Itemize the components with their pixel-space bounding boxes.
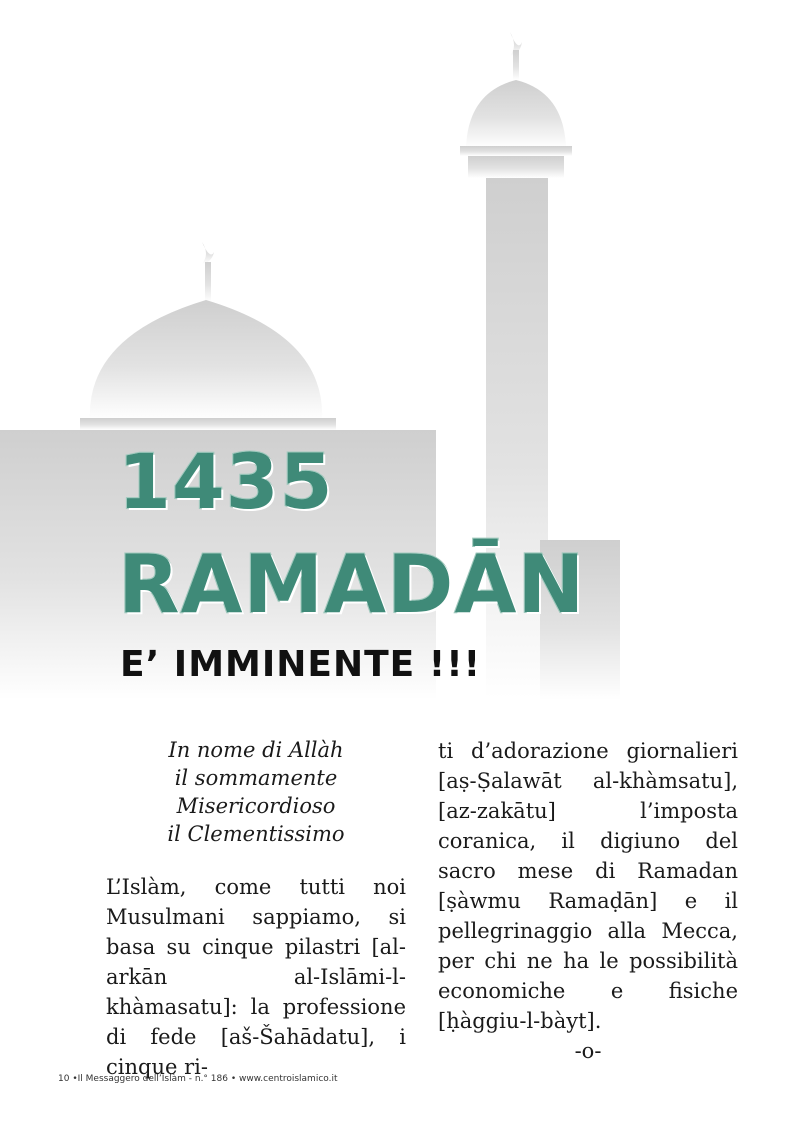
article-column-right bbox=[438, 736, 738, 1066]
invocation-line: il Clementissimo bbox=[167, 822, 345, 846]
article-column-left bbox=[106, 736, 406, 1082]
page-footer: 10 •Il Messaggero dell’Islàm - n.° 186 • www.centroislamico.it bbox=[58, 1074, 338, 1084]
title-subtitle: E’ IMMINENTE !!! bbox=[120, 644, 482, 685]
title-ramadan: RAMADĀN bbox=[118, 538, 586, 631]
paragraph-left: L’Islàm, come tutti noi Musulmani sappiamo, si basa su cinque pilastri [al-arkān al-Islāmi-l-khàmasatu]: la professione di fede [aš-Šahādatu], i cinque ri- bbox=[106, 875, 406, 1079]
section-separator: -o- bbox=[574, 1039, 602, 1063]
invocation-line: In nome di Allàh bbox=[168, 738, 344, 762]
invocation bbox=[106, 736, 406, 848]
title-year: 1435 bbox=[118, 437, 334, 526]
paragraph-right: ti d’adorazione giornalieri [aṣ-Ṣalawāt al-khàmsatu], [az-zakātu] l’imposta coranica, il digiuno del sacro mese di Ramadan [ṣàwmu Ramaḍān] e il pellegrinaggio alla Mecca, per chi ne ha le possibilità economiche e fisiche [ḥàggiu-l-bàyt]. bbox=[438, 739, 738, 1033]
invocation-line: il sommamente Misericordioso bbox=[174, 766, 338, 818]
